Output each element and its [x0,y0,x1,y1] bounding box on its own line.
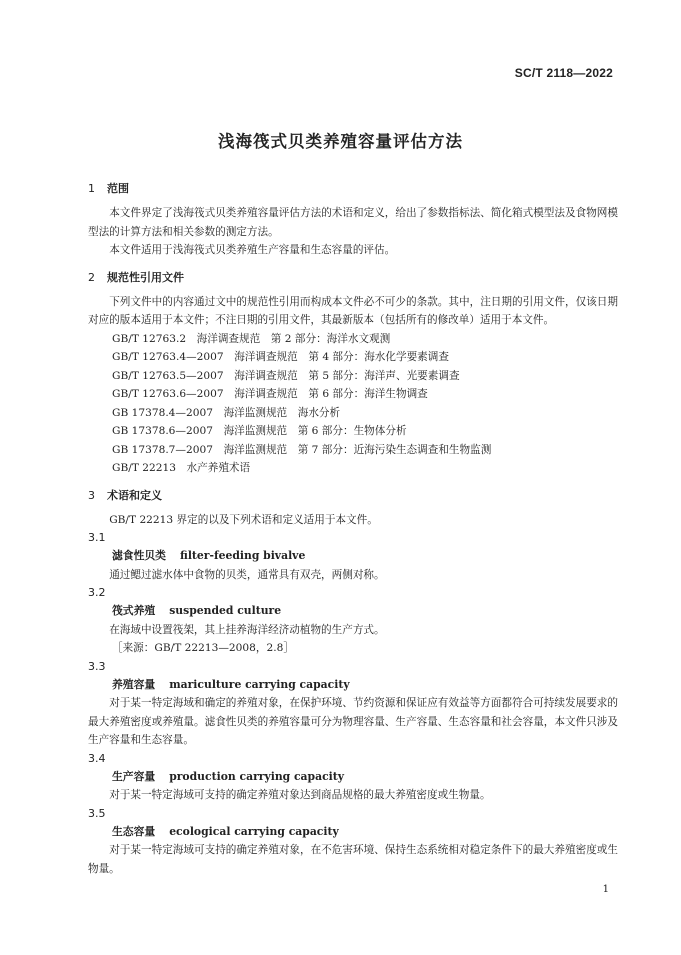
term-source: ［来源：GB/T 22213—2008，2.8］ [112,642,294,654]
reference-item: GB 17378.6—2007 海洋监测规范 第 6 部分：生物体分析 [112,425,407,437]
term-chinese: 筏式养殖 [112,604,156,617]
term-english: suspended culture [169,604,282,617]
term-chinese: 生产容量 [112,769,156,783]
term-english: mariculture carrying capacity [169,677,350,691]
term-english: ecological carrying capacity [169,824,339,838]
term-chinese: 生态容量 [112,824,156,838]
reference-item: GB/T 12763.6—2007 海洋调查规范 第 6 部分：海洋生物调查 [112,388,428,400]
term-heading [88,823,618,842]
term-number: 3.4 [88,751,106,765]
section-1-paragraph-2: 本文件适用于浅海筏式贝类养殖生产容量和生态容量的评估。 [109,244,396,256]
term-english: production carrying capacity [169,769,345,783]
term-number: 3.2 [88,586,106,599]
section-number: 1 [88,182,95,195]
document-body [88,180,618,878]
reference-item: GB/T 22213 水产养殖术语 [112,462,251,474]
term-number: 3.5 [88,806,106,820]
section-1-heading [88,180,618,198]
document-title: 浅海筏式贝类养殖容量评估方法 [218,132,463,151]
term-definition: 在海域中设置筏架，其上挂养海洋经济动植物的生产方式。 [109,623,385,636]
section-3-paragraph-1: GB/T 22213 界定的以及下列术语和定义适用于本文件。 [109,513,378,526]
term-number: 3.3 [88,659,106,673]
section-title: 范围 [107,182,129,195]
term-heading [88,676,618,695]
section-title: 术语和定义 [107,488,162,502]
reference-item: GB/T 12763.5—2007 海洋调查规范 第 5 部分：海洋声、光要素调查 [112,369,460,382]
reference-item: GB 17378.7—2007 海洋监测规范 第 7 部分：近海污染生态调查和生物监测 [112,443,492,456]
section-number: 3 [88,488,95,502]
standard-code: SC/T 2118—2022 [514,66,613,80]
reference-item: GB/T 12763.4—2007 海洋调查规范 第 4 部分：海水化学要素调查 [112,351,449,363]
term-definition: 对于某一特定海域和确定的养殖对象，在保护环境、节约资源和保证应有效益等方面都符合可持续发展要求的最大养殖密度或养殖量。滤食性贝类的养殖容量可分为物理容量、生产容量、生态容量和社会容量，本文件只涉及生产容量和生态容量。 [88,697,618,746]
section-2-paragraph-1: 下列文件中的内容通过文中的规范性引用而构成本文件必不可少的条款。其中，注日期的引用文件，仅该日期对应的版本适用于本文件；不注日期的引用文件，其最新版本（包括所有的修改单）适用于本文件。 [88,295,618,326]
term-chinese: 养殖容量 [112,677,156,691]
term-definition: 对于某一特定海域可支持的确定养殖对象达到商品规格的最大养殖密度或生物量。 [109,789,491,801]
term-heading [88,547,618,566]
section-title: 规范性引用文件 [107,270,184,284]
term-definition: 通过鳃过滤水体中食物的贝类，通常具有双壳，两侧对称。 [109,568,385,581]
page-number: 1 [602,884,609,895]
term-heading [88,602,618,621]
section-3-heading [88,487,618,505]
reference-item: GB/T 12763.2 海洋调查规范 第 2 部分：海洋水文观测 [112,332,391,345]
term-definition: 对于某一特定海域可支持的确定养殖对象，在不危害环境、保持生态系统相对稳定条件下的最大养殖密度或生物量。 [88,844,618,875]
section-1-paragraph-1: 本文件界定了浅海筏式贝类养殖容量评估方法的术语和定义，给出了参数指标法、简化箱式模型法及食物网模型法的计算方法和相关参数的测定方法。 [88,207,618,238]
term-number: 3.1 [88,531,106,544]
reference-item: GB 17378.4—2007 海洋监测规范 海水分析 [112,406,341,419]
term-heading [88,768,618,787]
section-2-heading [88,269,618,287]
term-english: filter-feeding bivalve [179,549,306,562]
section-number: 2 [88,270,95,284]
term-chinese: 滤食性贝类 [112,549,166,562]
